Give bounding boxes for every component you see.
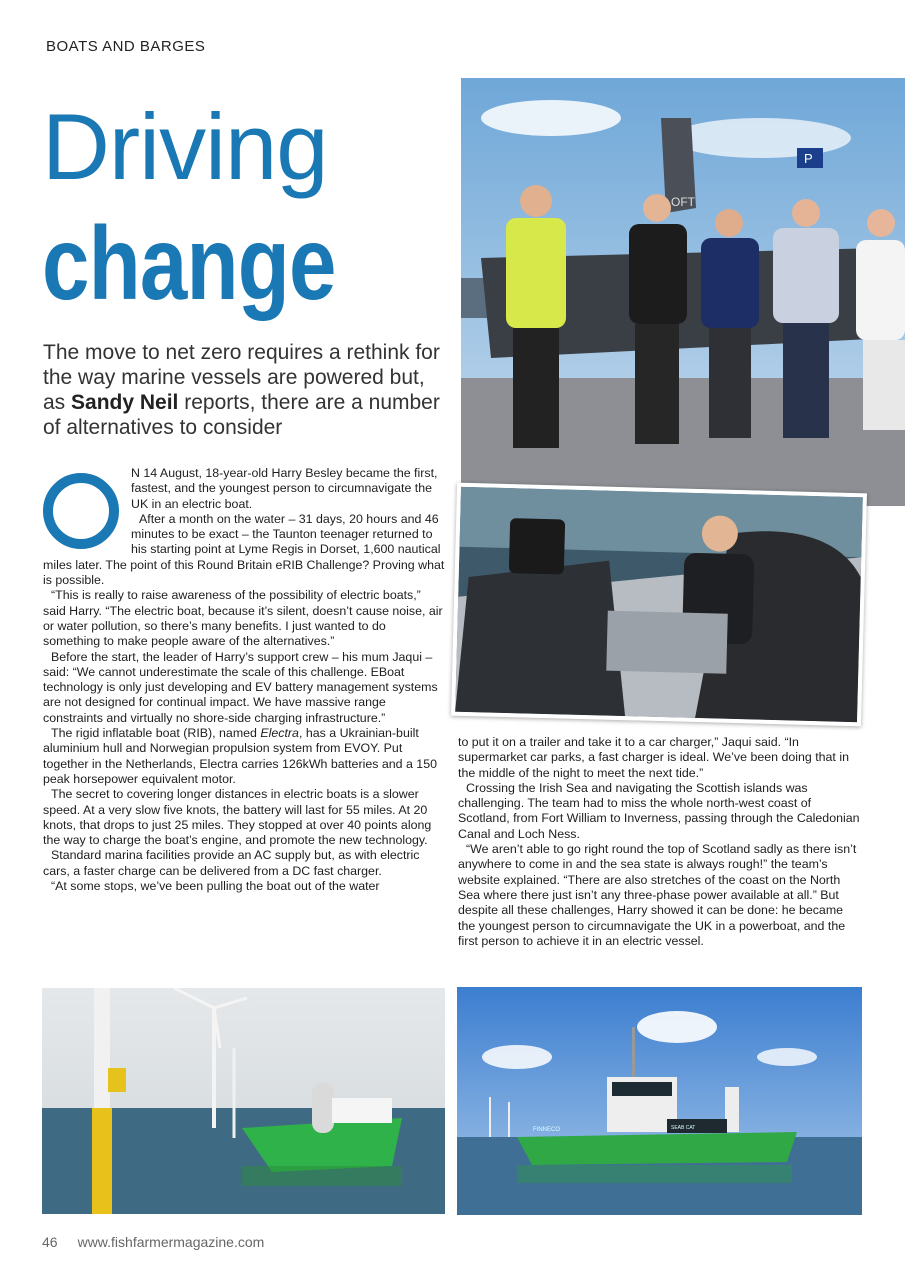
page-number: 46 (42, 1234, 58, 1250)
headline-line-2: change (42, 206, 336, 322)
harry-boat-photo-frame (451, 483, 867, 727)
article-column-1 (43, 466, 445, 894)
paragraph-5-pre: The rigid inflatable boat (RIB), named (51, 726, 261, 741)
boat-name: Electra (260, 726, 299, 741)
author-name: Sandy Neil (71, 391, 179, 414)
paragraph-6: The secret to covering longer distances in electric boats is a slower speed. At a very slow five knots, the battery will last for 55 miles. At 20 knots, that drops to just 25 miles. They stopped at over 40 points along the way to charge the boat’s engine, and promote the new technology. (43, 787, 432, 848)
standfirst-post: reports, there are a number of alternatives to consider (43, 391, 440, 439)
headline-line-1: Driving (42, 94, 328, 199)
wind-farm-vessel-render (42, 988, 445, 1214)
page-footer (42, 1234, 284, 1250)
standfirst (43, 340, 443, 440)
paragraph-2: After a month on the water – 31 days, 20 hours and 46 minutes to be exact – the Taunton teenager returned to his starting point at Lyme Regis in Dorset, 1,600 nautical miles later. The point of this Round Britain eRIB Challenge? Proving what is possible. (43, 511, 445, 588)
person-white-shirt (856, 209, 905, 430)
paragraph-1: N 14 August, 18-year-old Harry Besley became the first, fastest, and the youngest person to circumnavigate the UK in an electric boat. (131, 466, 438, 511)
paragraph-10: Crossing the Irish Sea and navigating the Scottish islands was challenging. The team had to miss the whole north-west coast of Scotland, from Fort William to Inverness, passing through the Caledonian Canal and Loch Ness. (458, 780, 860, 841)
person-scotland-shirt (701, 209, 759, 438)
paragraph-9: to put it on a trailer and take it to a car charger,” Jaqui said. “In supermarket car parks, a fast charger is ideal. We’ve been doing that in the middle of the night to meet the next tide.” (458, 735, 849, 780)
electric-workboat-render (457, 987, 862, 1215)
article-column-2 (458, 735, 862, 949)
paragraph-11: “We aren’t able to go right round the top of Scotland sadly as there isn’t anywhere to come in and the sea state is always rough!” the team’s website explained. “There are also stretches of the coast on the North Sea where there just isn’t any three-phase power available at all.” But despite all these challenges, Harry showed it can be done: he became the youngest person to circumnavigate the UK in a powerboat, and the first person to achieve it in an electric vessel. (458, 842, 857, 948)
paragraph-8: “At some stops, we’ve been pulling the boat out of the water (51, 879, 380, 894)
vessel-label-1: FINNECO (533, 1127, 560, 1133)
boat-brand-mark: OFT (671, 195, 695, 209)
person-hi-vis (506, 185, 566, 448)
vessel-label-2: SEAB CAT (671, 1125, 696, 1131)
standfirst-pre: The move to net zero requires a rethink for the way marine vessels are powered but, as (43, 341, 440, 414)
team-photo (461, 78, 905, 506)
drop-cap-letter: O (43, 469, 44, 470)
workboat-hull (517, 1132, 797, 1165)
paragraph-3: “This is really to raise awareness of the possibility of electric boats,” said Harry. “The electric boat, because it’s silent, doesn’t cause noise, air or water pollution, so there’s many benefits. I just wanted to do something to make people aware of the alternatives.” (43, 588, 443, 649)
section-label: BOATS AND BARGES (46, 38, 206, 55)
harry-boat-photo (455, 487, 863, 722)
person-teen-black (629, 194, 687, 444)
paragraph-4: Before the start, the leader of Harry’s support crew – his mum Jaqui – said: “We cannot underestimate the scale of this challenge. EBoat technology is only just developing and EV battery management systems are not designed for continual impact. We have massive range constraints and virtually no shore-side charging infrastructure.” (43, 649, 438, 725)
outboard-motor (509, 518, 565, 574)
drop-cap (43, 469, 127, 553)
paragraph-5-post: , has a Ukrainian-built aluminium hull and Norwegian propulsion system from EVOY. Put together in the Netherlands, Electra carries 126kWh batteries and a 150 peak horsepower equivalent motor. (43, 726, 437, 786)
parking-sign-letter: P (804, 151, 813, 166)
paragraph-5 (43, 726, 445, 787)
paragraph-7: Standard marina facilities provide an AC supply but, as with electric cars, a faster charge can be delivered from a DC fast charger. (43, 848, 420, 878)
website-url: www.fishfarmermagazine.com (77, 1234, 265, 1250)
